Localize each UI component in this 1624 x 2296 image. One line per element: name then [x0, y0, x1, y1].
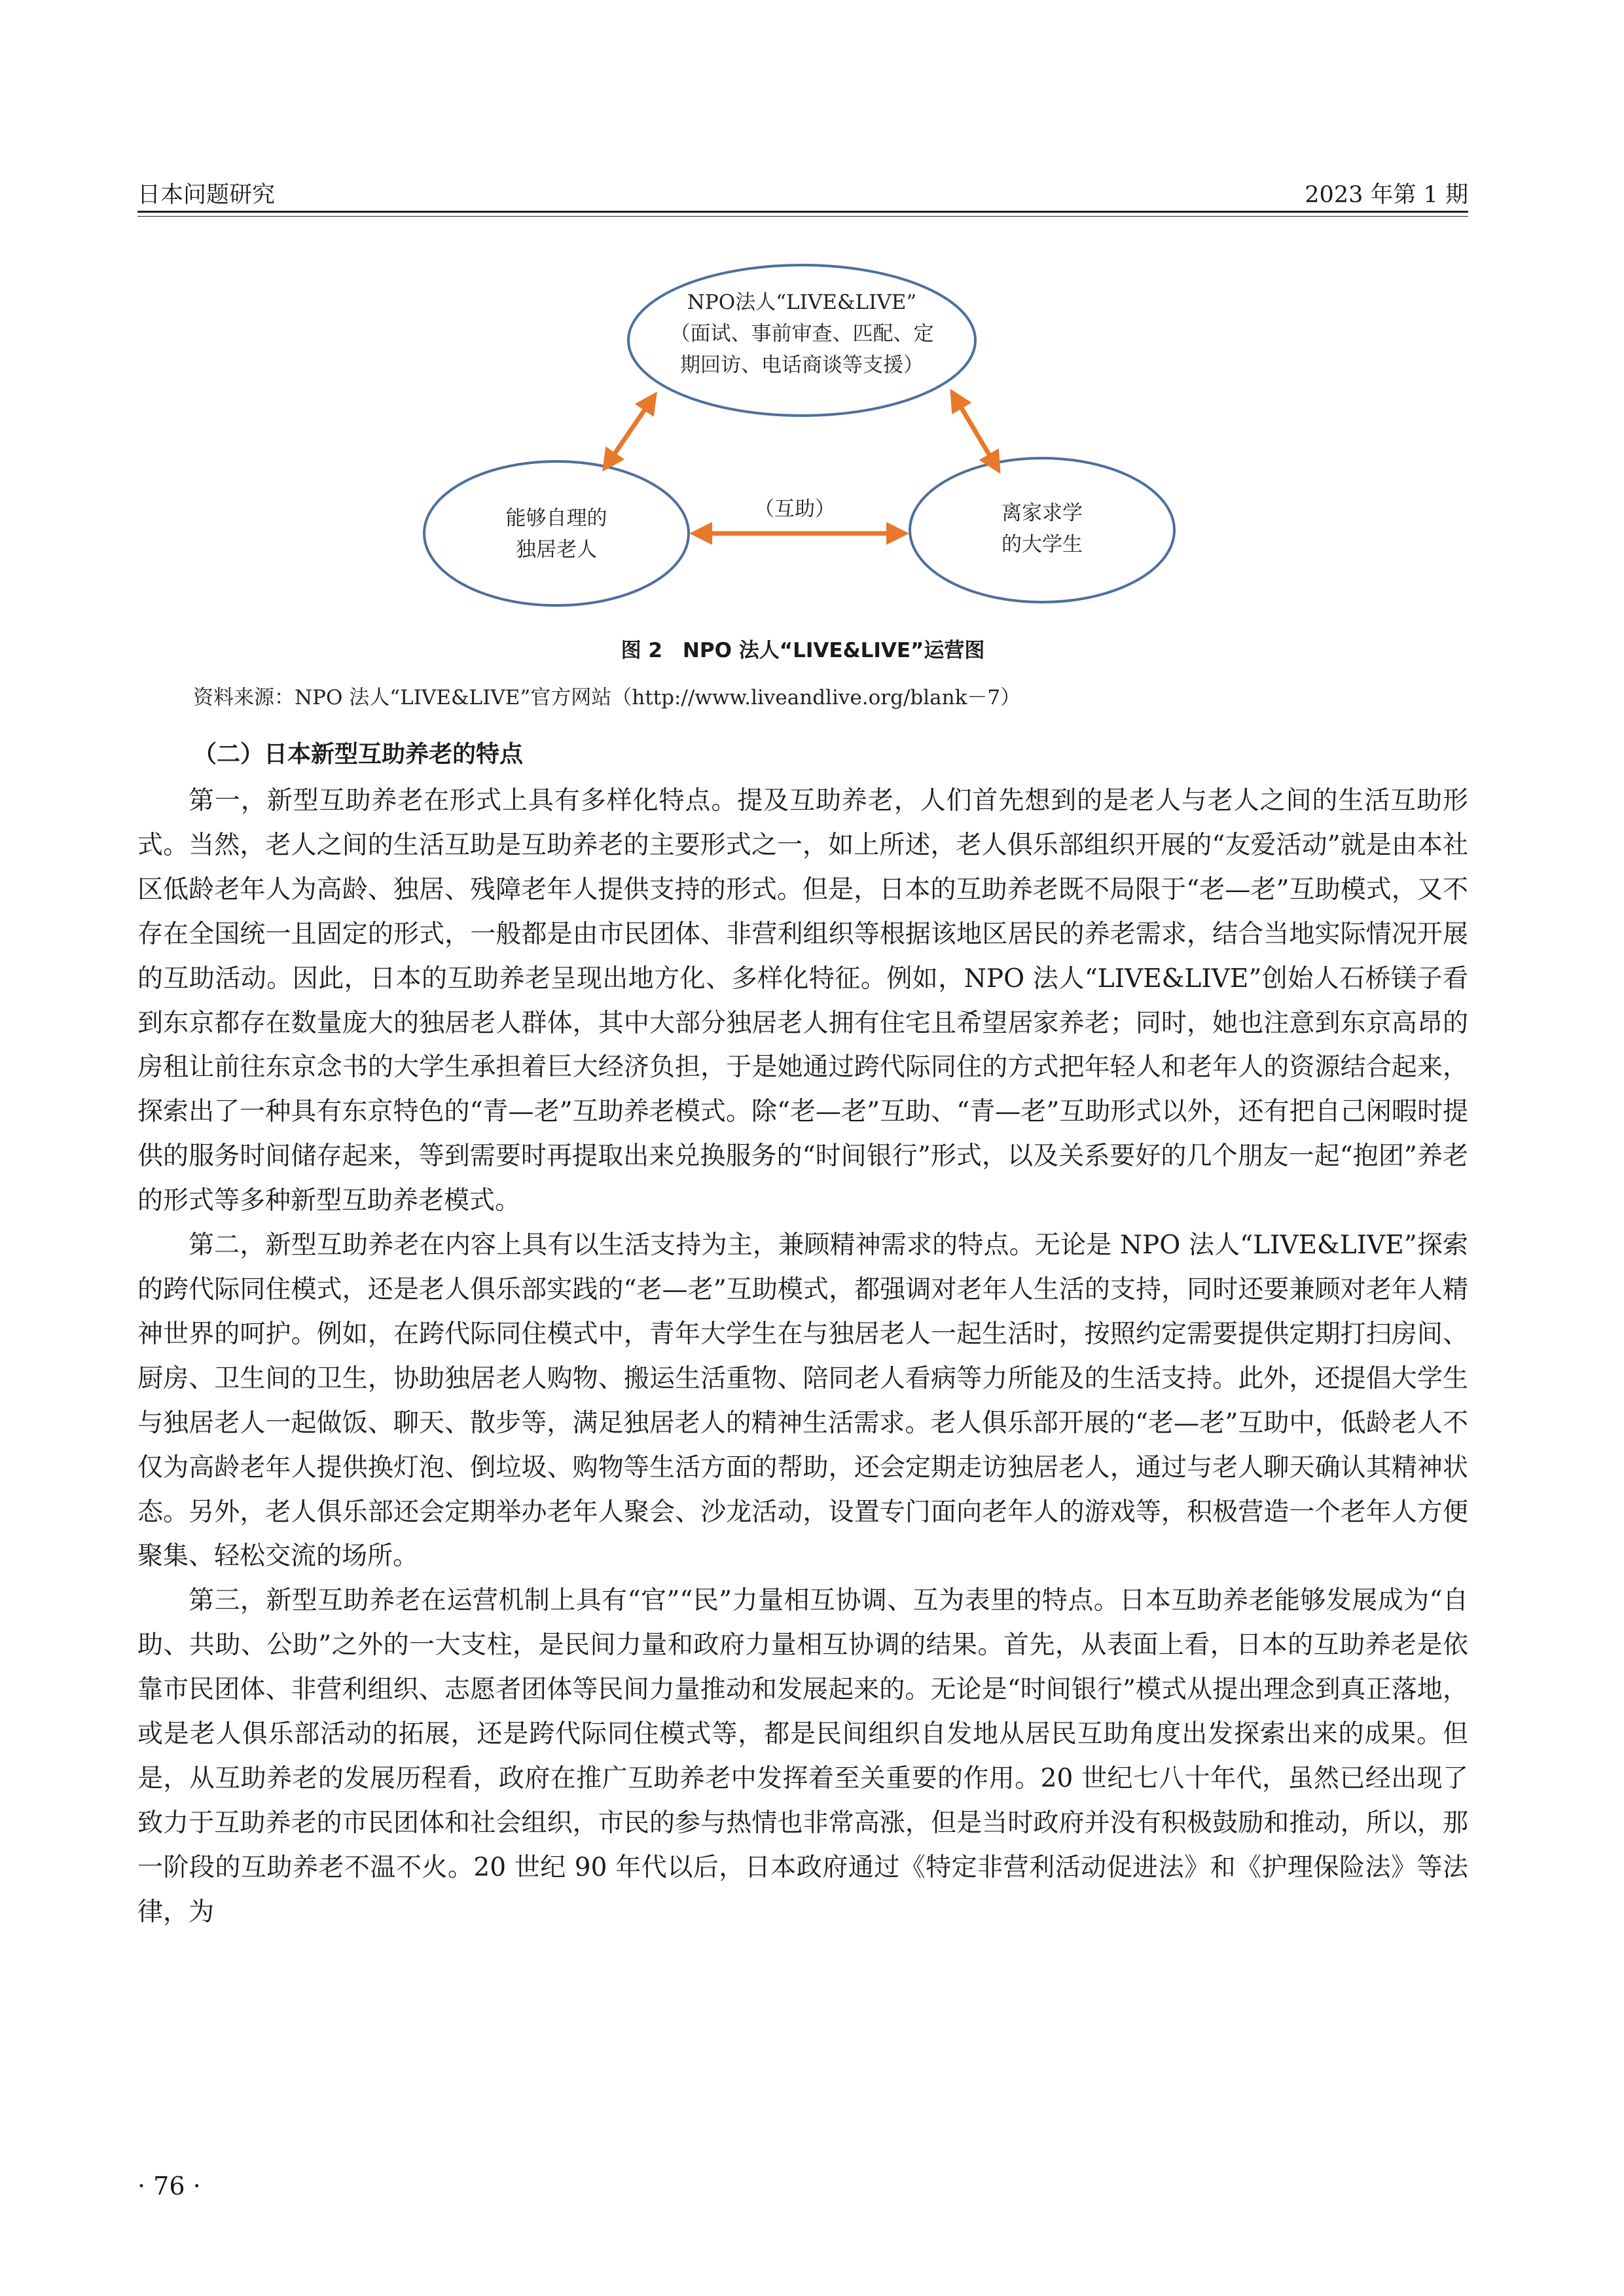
- top-node-label: [648, 287, 956, 381]
- paragraph: 第三，新型互助养老在运营机制上具有“官”“民”力量相互协调、互为表里的特点。日本互助养老能够发展成为“自助、共助、公助”之外的一大支柱，是民间力量和政府力量相互协调的结果。首先，从表面上看，日本的互助养老是依靠市民团体、非营利组织、志愿者团体等民间力量推动和发展起来的。无论是“时间银行”模式从提出理念到真正落地，或是老人俱乐部活动的拓展，还是跨代际同住模式等，都是民间组织自发地从居民互助角度出发探索出来的成果。但是，从互助养老的发展历程看，政府在推广互助养老中发挥着至关重要的作用。20 世纪七八十年代，虽然已经出现了致力于互助养老的市民团体和社会组织，市民的参与热情也非常高涨，但是当时政府并没有积极鼓励和推动，所以，那一阶段的互助养老不温不火。20 世纪 90 年代以后，日本政府通过《特定非营利活动促进法》和《护理保险法》等法律，为: [137, 1586, 1468, 1927]
- edge-label-mutual-aid: （互助）: [754, 497, 835, 521]
- body-text: [137, 779, 1468, 1935]
- top-node-line2: （面试、事前审查、匹配、定: [670, 322, 934, 346]
- paragraph: 第一，新型互助养老在形式上具有多样化特点。提及互助养老，人们首先想到的是老人与老人之间的生活互助形式。当然，老人之间的生活互助是互助养老的主要形式之一，如上所述，老人俱乐部组织开展的“友爱活动”就是由本社区低龄老年人为高龄、独居、残障老年人提供支持的形式。但是，日本的互助养老既不局限于“老—老”互助模式，又不存在全国统一且固定的形式，一般都是由市民团体、非营利组织等根据该地区居民的养老需求，结合当地实际情况开展的互助活动。因此，日本的互助养老呈现出地方化、多样化特征。例如，NPO 法人“LIVE&LIVE”创始人石桥镁子看到东京都存在数量庞大的独居老人群体，其中大部分独居老人拥有住宅且希望居家养老；同时，她也注意到东京高昂的房租让前往东京念书的大学生承担着巨大经济负担，于是她通过跨代际同住的方式把年轻人和老年人的资源结合起来，探索出了一种具有东京特色的“青—老”互助养老模式。除“老—老”互助、“青—老”互助形式以外，还有把自己闲暇时提供的服务时间储存起来，等到需要时再提取出来兑换服务的“时间银行”形式，以及关系要好的几个朋友一起“抱团”养老的形式等多种新型互助养老模式。: [137, 786, 1468, 1216]
- paragraph: 第二，新型互助养老在内容上具有以生活支持为主，兼顾精神需求的特点。无论是 NPO 法人“LIVE&LIVE”探索的跨代际同住模式，还是老人俱乐部实践的“老—老”互助模式，都强调对老年人生活的支持，同时还要兼顾对老年人精神世界的呵护。例如，在跨代际同住模式中，青年大学生在与独居老人一起生活时，按照约定需要提供定期打扫房间、厨房、卫生间的卫生，协助独居老人购物、搬运生活重物、陪同老人看病等力所能及的生活支持。此外，还提倡大学生与独居老人一起做饭、聊天、散步等，满足独居老人的精神生活需求。老人俱乐部开展的“老—老”互助中，低龄老人不仅为高龄老年人提供换灯泡、倒垃圾、购物等生活方面的帮助，还会定期走访独居老人，通过与老人聊天确认其精神状态。另外，老人俱乐部还会定期举办老年人聚会、沙龙活动，设置专门面向老年人的游戏等，积极营造一个老年人方便聚集、轻松交流的场所。: [137, 1230, 1468, 1571]
- left-node-label: [458, 503, 655, 565]
- header-rule-thick: [137, 211, 1468, 213]
- right-node-line1: 离家求学: [1001, 501, 1083, 525]
- arrow-top-right: [952, 393, 998, 470]
- section-heading: （二）日本新型互助养老的特点: [193, 741, 524, 768]
- journal-title: 日本问题研究: [137, 182, 276, 208]
- left-node-line1: 能够自理的: [505, 507, 607, 530]
- figure-caption: 图 2 NPO 法人“LIVE&LIVE”运营图: [621, 639, 985, 662]
- top-node-line3: 期回访、电话商谈等支援）: [680, 353, 924, 377]
- right-node-line2: 的大学生: [1001, 533, 1083, 556]
- running-header: [137, 171, 1468, 209]
- header-rule-thin: [137, 216, 1468, 217]
- right-node-label: [944, 497, 1140, 560]
- operation-diagram: [406, 262, 1191, 628]
- top-node-line1: NPO法人“LIVE&LIVE”: [687, 291, 917, 314]
- issue-label: 2023 年第 1 期: [1305, 182, 1468, 208]
- page-number: · 76 ·: [137, 2172, 201, 2200]
- arrow-top-left: [605, 395, 655, 468]
- left-node-line2: 独居老人: [516, 538, 597, 562]
- figure-source: 资料来源：NPO 法人“LIVE&LIVE”官方网站（http://www.liveandlive.org/blank－7）: [193, 686, 1021, 709]
